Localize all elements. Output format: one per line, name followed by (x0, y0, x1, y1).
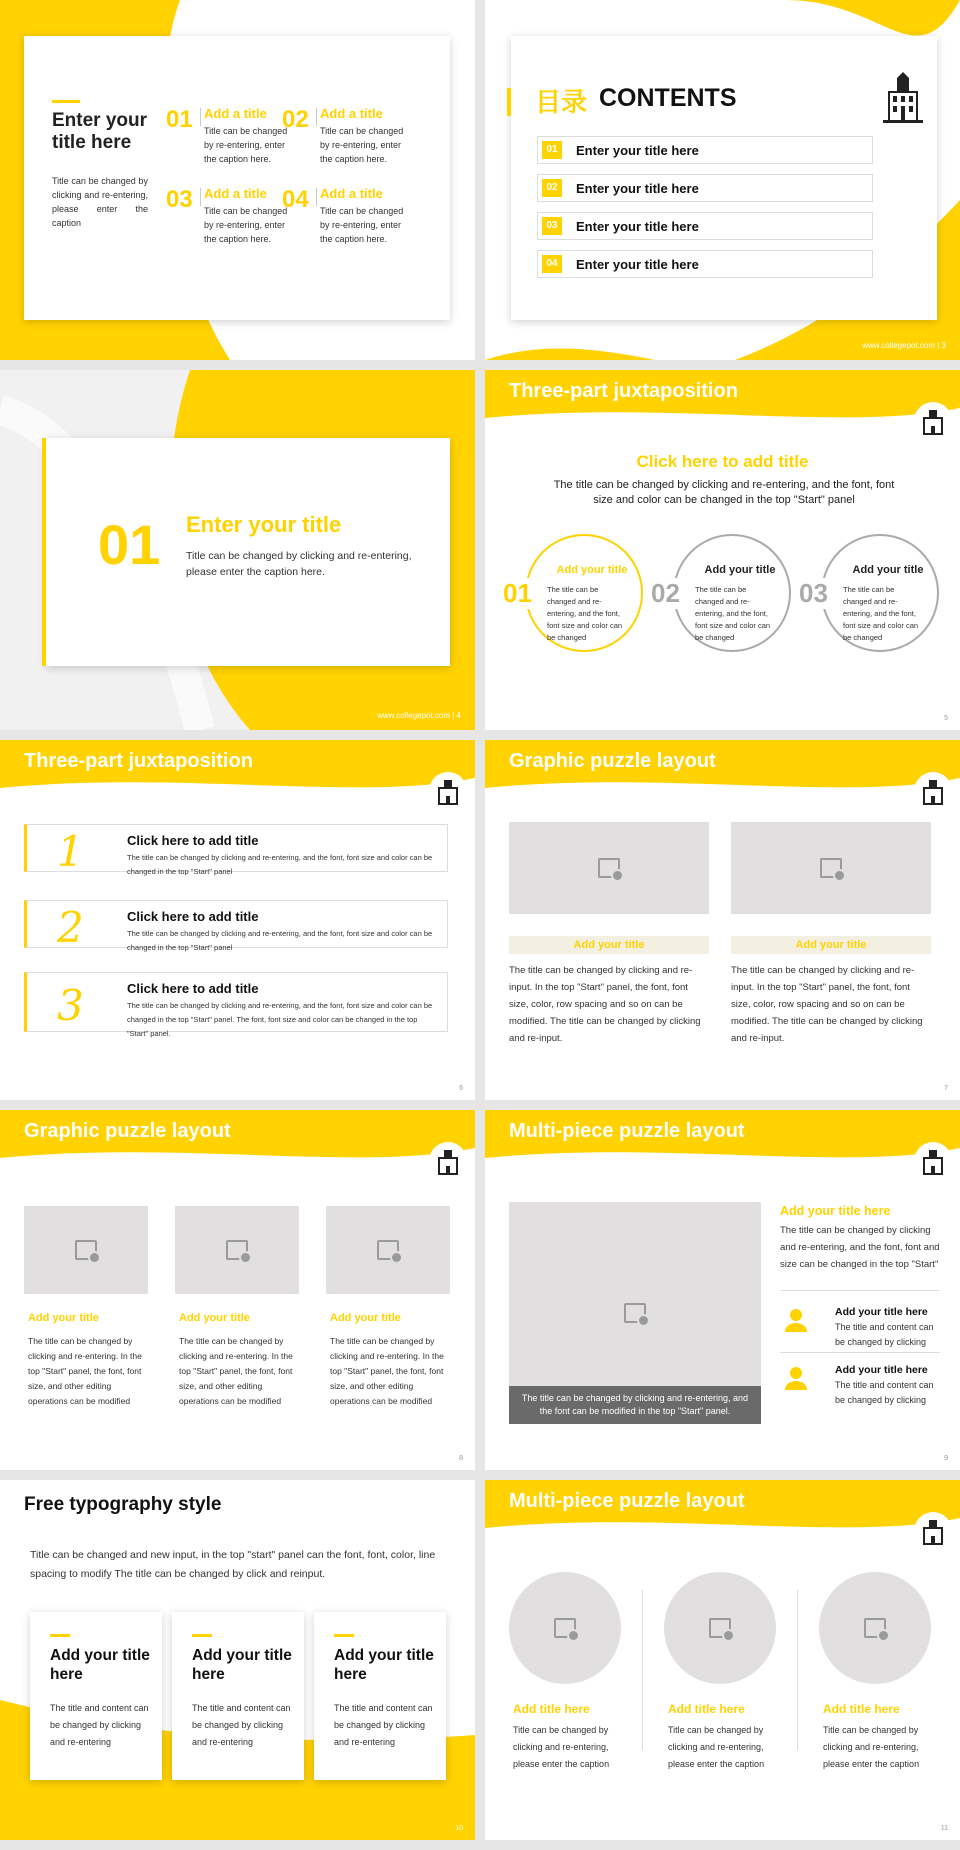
card-text: The title and content can be changed by clicking and re-entering (334, 1703, 433, 1747)
item-text: The title can be changed by clicking and re-input. In the top "Start" panel, the font, font size, color, row spacing and so on can be modified. The title can be changed by clicking and re-input. (731, 965, 923, 1044)
footer: www.collegepot.com | 3 (862, 341, 946, 350)
slide-4[interactable] (0, 370, 475, 730)
users-icon (785, 1308, 807, 1332)
item-text: The title can be changed by clicking and re-entering, and the font, font size and color can be changed in the top "Start" panel (127, 929, 433, 952)
logo-icon (914, 1512, 952, 1550)
item-title: Add a title (320, 106, 383, 121)
item-text: Title can be changed by clicking and re-entering, please enter the caption (668, 1725, 765, 1769)
page-number: 11 (940, 1825, 948, 1832)
item-text: Title can be changed by re-entering, enter the caption here. (320, 126, 404, 164)
divider (797, 1590, 798, 1750)
slide-caption: Title can be changed by clicking and re-entering, please enter the caption (52, 176, 148, 228)
item-text: The title can be changed and re-entering, and the font, font size and color can be changed (695, 585, 771, 642)
brand-url: www.collegepot.com (862, 341, 936, 350)
item-title: Add a title (204, 106, 267, 121)
slide-header (485, 1480, 960, 1550)
content-card (24, 36, 450, 320)
list-item[interactable] (24, 900, 448, 952)
slide-2[interactable] (0, 0, 475, 360)
header-title: Multi-piece puzzle layout (509, 1490, 745, 1512)
image-icon (624, 1303, 646, 1323)
slide-title: Free typography style (24, 1494, 222, 1515)
slide-8[interactable] (0, 1110, 475, 1470)
section-title: Enter your title (186, 512, 342, 537)
image-placeholder[interactable] (24, 1206, 148, 1294)
card-title: Add your title here (334, 1647, 434, 1683)
list-item[interactable] (24, 972, 448, 1038)
divider (780, 1290, 940, 1291)
contents-item[interactable] (537, 212, 873, 240)
item-label: Enter your title here (576, 257, 699, 272)
footer: www.collegepot.com | 2 (377, 341, 461, 350)
slide-header (485, 740, 960, 810)
image-placeholder[interactable] (731, 822, 931, 914)
main-title: Click here to add title (636, 452, 809, 471)
juxta-circle[interactable] (525, 534, 643, 652)
item-title: Add your title (330, 1312, 401, 1324)
logo-icon (914, 1142, 952, 1180)
image-icon (377, 1240, 399, 1260)
item-text: The title can be changed by clicking and re-entering. In the top "Start" panel, the font, font size, and other editing operations can be modified (179, 1336, 293, 1406)
slide-3[interactable] (485, 0, 960, 360)
slide-9[interactable] (485, 1110, 960, 1470)
contents-en: CONTENTS (599, 84, 737, 112)
logo-icon (429, 772, 467, 810)
image-icon (598, 858, 620, 878)
slide-subtitle: Title can be changed and new input, in the top "start" panel can the font, font, color, line spacing to modify The title can be changed by click and reinput. (30, 1549, 436, 1580)
header-title: Three-part juxtaposition (24, 750, 253, 772)
accent-bar (192, 1634, 212, 1637)
slide-5[interactable] (485, 370, 960, 730)
item-number: 04 (542, 255, 562, 273)
item-title: Click here to add title (127, 909, 259, 924)
accent-bar (52, 100, 80, 103)
item-number: 02 (651, 578, 680, 608)
contents-cn: 目录 (535, 88, 588, 118)
item-title: Add your title here (835, 1364, 928, 1376)
item-text: Title can be changed by re-entering, enter the caption here. (320, 206, 404, 244)
slide-7[interactable] (485, 740, 960, 1100)
section-card (46, 438, 450, 666)
divider (642, 1590, 643, 1750)
image-icon (709, 1618, 731, 1638)
item-number: 04 (282, 186, 309, 213)
contents-item[interactable] (537, 136, 873, 164)
image-caption: The title can be changed by clicking and re-entering, and the font can be modified in the top "Start" panel. (509, 1386, 761, 1424)
brand-url: www.collegepot.com (377, 341, 451, 350)
accent-bar (334, 1634, 354, 1637)
item-text: The title and content can be changed by clicking (835, 1380, 934, 1405)
item-text: Title can be changed by clicking and re-entering, please enter the caption (823, 1725, 920, 1769)
juxta-circle[interactable] (821, 534, 939, 652)
user-icon (785, 1366, 807, 1390)
item-number: 03 (799, 578, 828, 608)
card-text: The title and content can be changed by clicking and re-entering (50, 1703, 149, 1747)
card-title: Add your title here (192, 1647, 292, 1683)
item-title: Add your title (852, 564, 924, 576)
page-number: 5 (944, 715, 948, 722)
image-placeholder[interactable] (819, 1572, 931, 1684)
feature-card[interactable] (172, 1612, 304, 1780)
item-title: Add your title (556, 564, 628, 576)
header-title: Graphic puzzle layout (509, 750, 716, 772)
footer: www.collegepot.com | 4 (377, 711, 461, 720)
item-number: 02 (282, 106, 309, 133)
side-title: Add your title here (780, 1204, 891, 1218)
brand-url: www.collegepot.com (377, 711, 451, 720)
item-title: Click here to add title (127, 981, 259, 996)
page-number: 7 (944, 1085, 948, 1092)
item-label: Enter your title here (576, 143, 699, 158)
item-title: Add title here (513, 1702, 590, 1716)
item-title: Add your title (179, 1312, 250, 1324)
accent-bar (50, 1634, 70, 1637)
item-title: Add a title (204, 186, 267, 201)
section-number: 01 (98, 513, 161, 576)
item-title: Add your title (509, 936, 709, 954)
item-number: 02 (542, 179, 562, 197)
image-placeholder[interactable] (509, 822, 709, 914)
item-text: The title can be changed and re-entering, and the font, font size and color can be changed (547, 585, 623, 642)
header-title: Multi-piece puzzle layout (509, 1120, 745, 1142)
image-icon (75, 1240, 97, 1260)
slide-header (0, 740, 475, 810)
divider (780, 1352, 940, 1353)
juxta-circle[interactable] (673, 534, 791, 652)
item-title: Add your title (28, 1312, 99, 1324)
item-label: Enter your title here (576, 181, 699, 196)
item-text: The title can be changed by clicking and re-input. In the top "Start" panel, the font, font size, color, row spacing and so on can be modified. The title can be changed by clicking and re-input. (509, 965, 701, 1044)
building-icon (883, 72, 923, 124)
item-title: Click here to add title (127, 833, 259, 848)
item-label: Enter your title here (576, 219, 699, 234)
side-text: The title can be changed by clicking and re-entering, and the font, font and size can be changed in the top "Start" (780, 1225, 940, 1270)
item-number: 01 (166, 106, 193, 133)
item-text: The title can be changed by clicking and re-entering. In the top "Start" panel, the font, font size, and other editing operations can be modified (28, 1336, 142, 1406)
contents-item[interactable] (537, 250, 873, 278)
item-title: Add a title (320, 186, 383, 201)
item-number: 1 (57, 827, 84, 876)
item-title: Add your title (704, 564, 776, 576)
item-text: The title can be changed by clicking and re-entering. In the top "Start" panel, the font, font size, and other editing operations can be modified (330, 1336, 444, 1406)
item-text: The title can be changed by clicking and re-entering, and the font, font size and color can be changed in the top "Start" panel (127, 853, 433, 876)
item-text: The title can be changed and re-entering, and the font, font size and color can be changed (843, 585, 919, 642)
page-number: 4 (456, 711, 461, 720)
slide-11[interactable] (485, 1480, 960, 1840)
page-number: 9 (944, 1455, 948, 1462)
accent-bar (42, 438, 46, 666)
item-title: Add title here (668, 1702, 745, 1716)
image-icon (226, 1240, 248, 1260)
image-icon (820, 858, 842, 878)
header-title: Three-part juxtaposition (509, 380, 738, 402)
section-caption: Title can be changed by clicking and re-entering, please enter the caption here. (186, 550, 412, 578)
list-item[interactable] (24, 824, 448, 876)
item-divider (316, 188, 317, 206)
item-text: Title can be changed by re-entering, enter the caption here. (204, 126, 288, 164)
page-number: 10 (455, 1825, 463, 1832)
slide-10[interactable] (0, 1480, 475, 1840)
item-title: Add your title here (835, 1306, 928, 1318)
card-text: The title and content can be changed by clicking and re-entering (192, 1703, 291, 1747)
slide-title: Enter your title here (52, 110, 148, 153)
logo-icon (429, 1142, 467, 1180)
item-title: Add your title (731, 936, 931, 954)
page-number: 3 (941, 341, 946, 350)
item-divider (316, 108, 317, 126)
item-number: 01 (503, 578, 532, 608)
feature-card[interactable] (30, 1612, 162, 1780)
image-placeholder[interactable] (175, 1206, 299, 1294)
item-number: 3 (57, 981, 84, 1030)
slide-header (485, 1110, 960, 1180)
header-title: Graphic puzzle layout (24, 1120, 231, 1142)
image-icon (554, 1618, 576, 1638)
logo-icon (914, 402, 952, 440)
card-title: Add your title here (50, 1647, 150, 1683)
page-number: 2 (456, 341, 461, 350)
page-number: 6 (459, 1085, 463, 1092)
main-subtitle: The title can be changed by clicking and re-entering, and the font, font size and color can be changed in the top "Start" panel (553, 479, 895, 506)
image-placeholder[interactable] (664, 1572, 776, 1684)
item-divider (200, 108, 201, 126)
item-text: Title can be changed by clicking and re-entering, please enter the caption (513, 1725, 610, 1769)
item-text: The title and content can be changed by clicking (835, 1322, 934, 1347)
feature-card[interactable] (314, 1612, 446, 1780)
image-icon (864, 1618, 886, 1638)
item-divider (200, 188, 201, 206)
slide-6[interactable] (0, 740, 475, 1100)
slide-header (485, 370, 960, 440)
item-number: 01 (542, 141, 562, 159)
item-number: 03 (166, 186, 193, 213)
item-text: Title can be changed by re-entering, enter the caption here. (204, 206, 288, 244)
item-number: 2 (57, 903, 84, 952)
logo-icon (914, 772, 952, 810)
accent-bar (507, 88, 511, 116)
slide-header (0, 1110, 475, 1180)
image-placeholder[interactable] (509, 1572, 621, 1684)
item-text: The title can be changed by clicking and re-entering, and the font, font size and color can be changed in the top "Start" panel. The font, font size and color can be changed in the top "Start" panel. (127, 1001, 433, 1038)
item-number: 03 (542, 217, 562, 235)
contents-item[interactable] (537, 174, 873, 202)
contents-card (511, 36, 937, 320)
item-title: Add title here (823, 1702, 900, 1716)
page-number: 8 (459, 1455, 463, 1462)
image-placeholder[interactable] (326, 1206, 450, 1294)
